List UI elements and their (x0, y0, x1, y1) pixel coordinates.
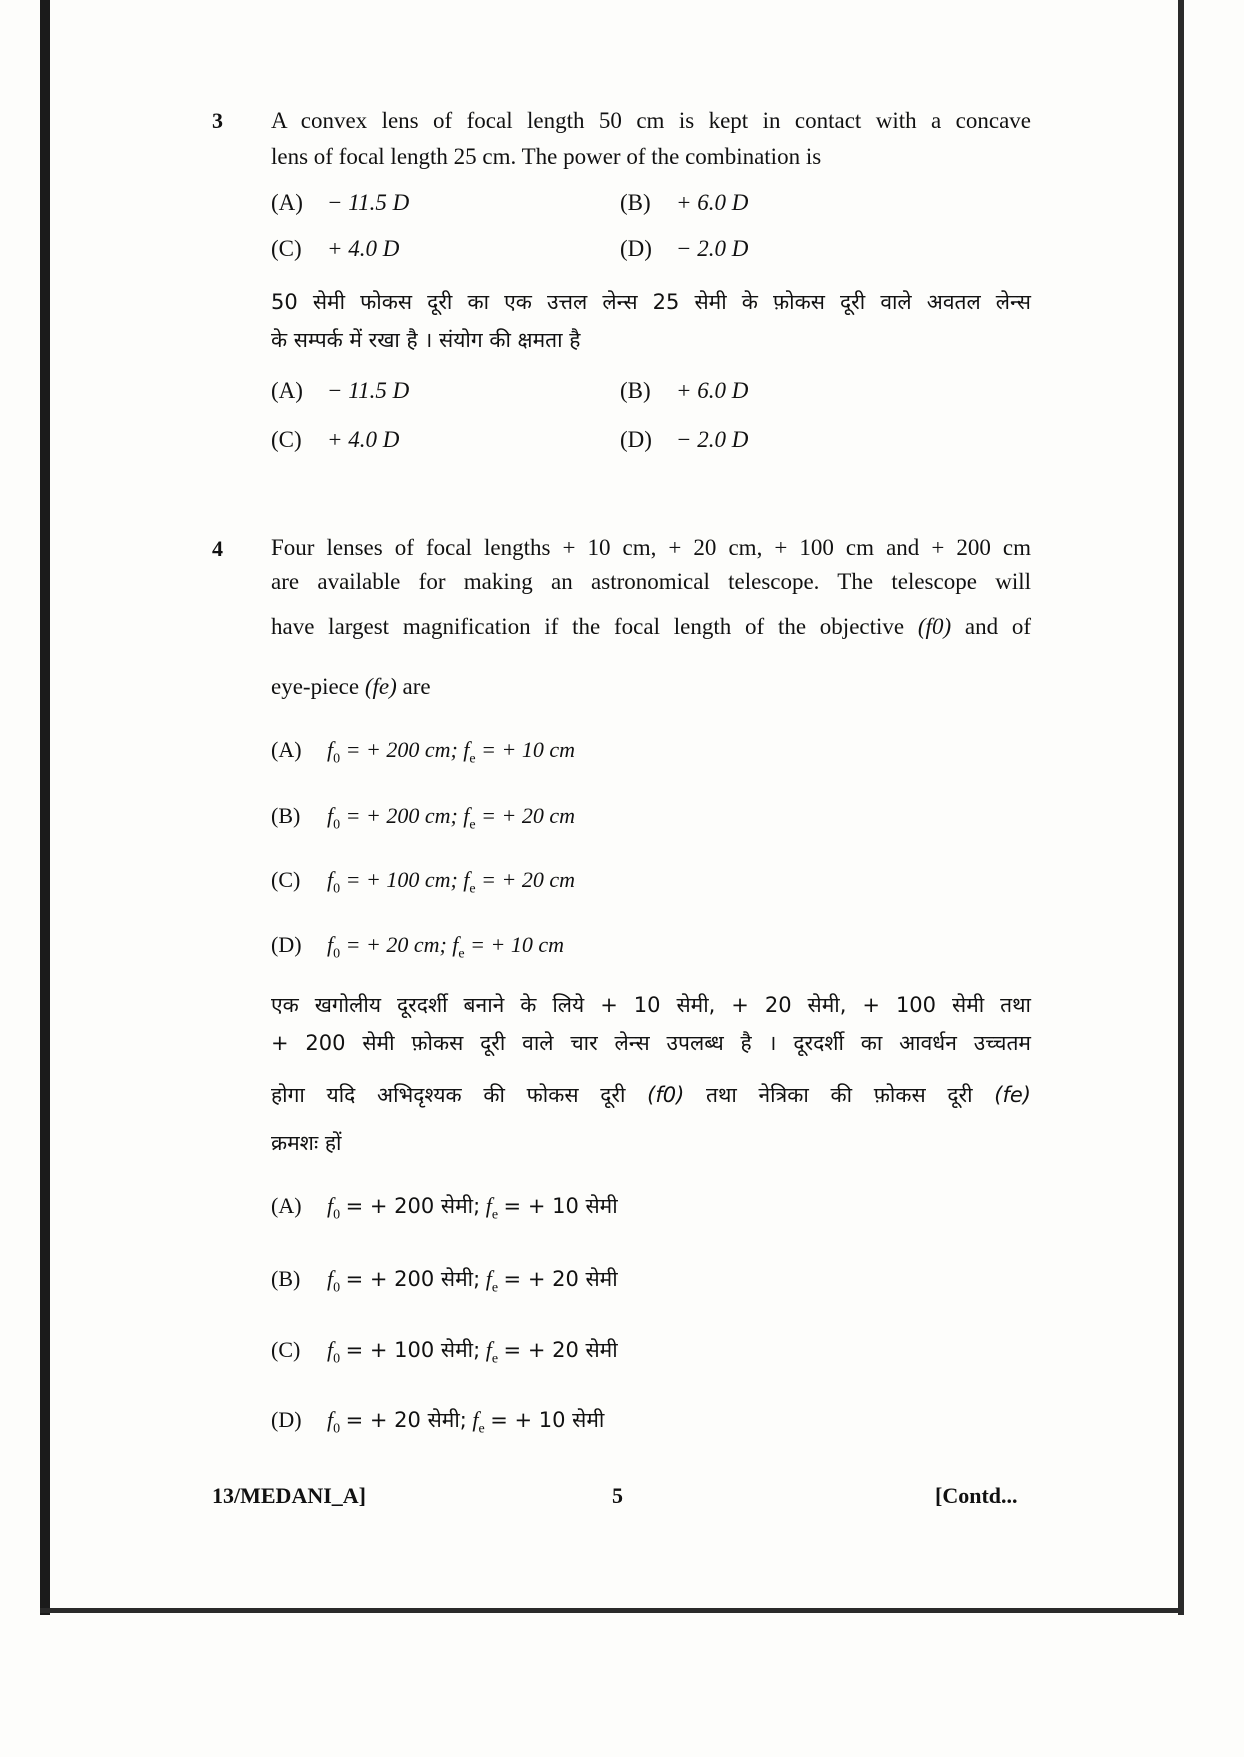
question-4-text-en-line-2: are available for making an astronomical telescope. The telescope will (271, 569, 1031, 594)
option-label: (A) (271, 1193, 302, 1218)
line-text: and of (964, 614, 1032, 639)
question-4-hi-option-a: (A) $f_0$ = + 200 सेमी; $f_e$ = + 10 सेमी (271, 1193, 618, 1223)
footer-paper-code: 13/MEDANI_A] (212, 1483, 366, 1508)
fo-value: = + 100 सेमी; (345, 1338, 481, 1362)
option-value: − 11.5 D (327, 378, 410, 403)
option-label: (C) (271, 1337, 301, 1362)
line-text: होगा यदि अभिदृश्यक की फोकस दूरी (271, 1083, 626, 1107)
page-border-bottom (40, 1608, 1184, 1613)
line-text: eye-piece (271, 674, 360, 699)
question-3-option-c (271, 236, 399, 262)
footer-contd: [Contd... (935, 1483, 1018, 1508)
fo-value: = + 200 सेमी; (345, 1194, 481, 1218)
page-border-left (40, 0, 50, 1615)
question-4-text-en-line-4 (271, 668, 1031, 705)
option-label: (B) (620, 378, 651, 403)
option-label: (D) (271, 1407, 302, 1432)
footer-page-number: 5 (612, 1483, 623, 1508)
fe-symbol: (fe) (994, 1083, 1031, 1107)
fo-value: = + 200 cm; (345, 803, 458, 828)
fe-value: = + 10 सेमी (490, 1408, 605, 1432)
option-label: (D) (620, 427, 652, 452)
fe-value: = + 20 cm (481, 803, 575, 828)
option-value: + 4.0 D (327, 427, 400, 452)
question-4-text-en-line-3 (271, 608, 1031, 645)
fe-value: = + 20 सेमी (503, 1267, 618, 1291)
fe-value: = + 10 cm (481, 737, 575, 762)
question-3-option-b (620, 190, 748, 216)
option-label: (A) (271, 737, 302, 762)
question-3-number: 3 (212, 108, 223, 133)
option-value: + 6.0 D (676, 378, 749, 403)
option-value: − 11.5 D (327, 190, 410, 215)
question-4-text-hi-line-4: क्रमशः हों (271, 1131, 342, 1155)
option-label: (B) (271, 803, 301, 828)
line-text: are (402, 674, 431, 699)
question-4-hi-option-c: (C) $f_0$ = + 100 सेमी; $f_e$ = + 20 सेमी (271, 1337, 618, 1367)
f0-symbol: (f0) (917, 614, 952, 639)
fo-value: = + 200 सेमी; (345, 1267, 481, 1291)
question-4-hi-option-d: (D) $f_0$ = + 20 सेमी; $f_e$ = + 10 सेमी (271, 1407, 605, 1437)
question-4-option-c: (C) $f_0$ = + 100 cm; $f_e$ = + 20 cm (271, 867, 575, 897)
option-label: (A) (271, 378, 303, 403)
option-label: (B) (620, 190, 651, 215)
fe-value: = + 20 सेमी (503, 1338, 618, 1362)
question-3-hi-option-c (271, 427, 399, 453)
question-4-text-hi-line-1: एक खगोलीय दूरदर्शी बनाने के लिये + 10 सेमी, + 20 सेमी, + 100 सेमी तथा (271, 993, 1031, 1017)
question-4-option-b: (B) $f_0$ = + 200 cm; $f_e$ = + 20 cm (271, 803, 575, 833)
question-3-text-hi-line-2: के सम्पर्क में रखा है । संयोग की क्षमता है (271, 328, 581, 352)
option-value: − 2.0 D (676, 427, 749, 452)
question-4-option-a: (A) $f_0$ = + 200 cm; $f_e$ = + 10 cm (271, 737, 575, 767)
question-4-text-hi-line-2: + 200 सेमी फ़ोकस दूरी वाले चार लेन्स उपलब्ध है । दूरदर्शी का आवर्धन उच्चतम (271, 1031, 1031, 1055)
option-label: (D) (620, 236, 652, 261)
fe-value: = + 20 cm (481, 867, 575, 892)
option-label: (C) (271, 867, 301, 892)
question-3-hi-option-b (620, 378, 748, 404)
option-label: (C) (271, 427, 302, 452)
line-text: have largest magnification if the focal length of the objective (271, 614, 905, 639)
option-label: (C) (271, 236, 302, 261)
question-3-option-a (271, 190, 409, 216)
option-value: + 6.0 D (676, 190, 749, 215)
question-3-hi-option-d (620, 427, 748, 453)
fe-symbol: (fe) (364, 674, 397, 699)
question-3-text-hi-line-1: 50 सेमी फोकस दूरी का एक उत्तल लेन्स 25 सेमी के फ़ोकस दूरी वाले अवतल लेन्स (271, 290, 1031, 314)
fo-value: = + 20 cm; (345, 932, 447, 957)
option-label: (B) (271, 1266, 301, 1291)
question-3-text-en-line-2: lens of focal length 25 cm. The power of the combination is (271, 144, 822, 169)
line-text: तथा नेत्रिका की फ़ोकस दूरी (706, 1083, 973, 1107)
fo-value: = + 100 cm; (345, 867, 458, 892)
f0-symbol: (f0) (647, 1083, 685, 1107)
fe-value: = + 10 सेमी (503, 1194, 618, 1218)
option-value: + 4.0 D (327, 236, 400, 261)
option-label: (D) (271, 932, 302, 957)
question-3-option-d (620, 236, 748, 262)
question-4-option-d: (D) $f_0$ = + 20 cm; $f_e$ = + 10 cm (271, 932, 564, 962)
question-3-text-en-line-1: A convex lens of focal length 50 cm is kept in contact with a concave (271, 108, 1031, 133)
option-value: − 2.0 D (676, 236, 749, 261)
question-4-text-en-line-1: Four lenses of focal lengths + 10 cm, + 20 cm, + 100 cm and + 200 cm (271, 535, 1031, 560)
fe-value: = + 10 cm (470, 932, 564, 957)
fo-value: = + 200 cm; (345, 737, 458, 762)
question-3-hi-option-a (271, 378, 409, 404)
question-4-hi-option-b: (B) $f_0$ = + 200 सेमी; $f_e$ = + 20 सेमी (271, 1266, 618, 1296)
question-4-text-hi-line-3 (271, 1077, 1031, 1114)
page-border-right (1178, 0, 1184, 1615)
question-4-number: 4 (212, 536, 223, 561)
option-label: (A) (271, 190, 303, 215)
fo-value: = + 20 सेमी; (345, 1408, 467, 1432)
